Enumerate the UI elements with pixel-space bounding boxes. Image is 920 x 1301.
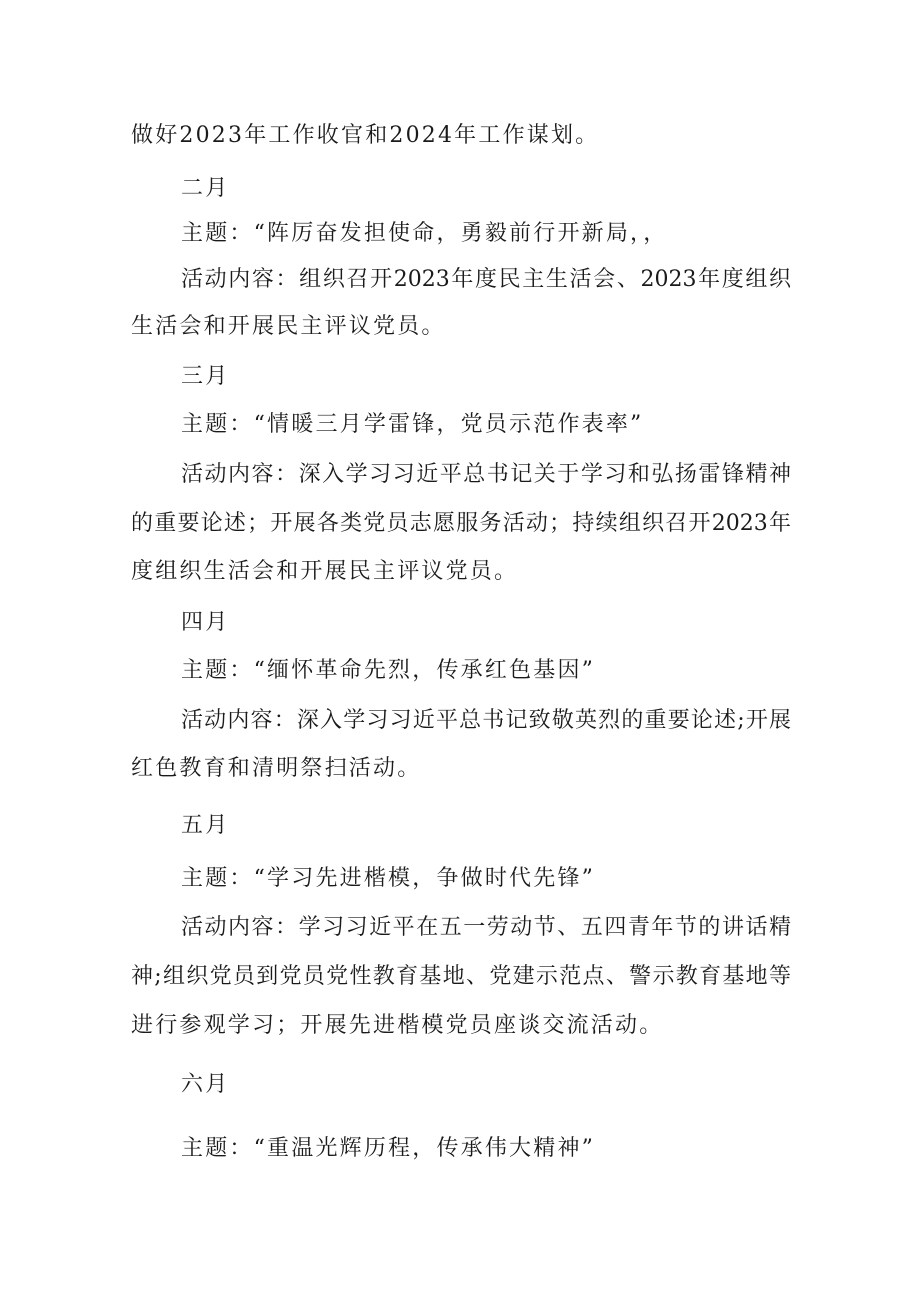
theme-april: 主题：“缅怀革命先烈，传承红色基因” [181,658,596,683]
activity-february-line1: 活动内容：组织召开2023年度民主生活会、2023年度组织 [181,267,791,292]
theme-february: 主题：“阵厉奋发担使命，勇毅前行开新局，， [181,221,668,246]
activity-may-line2: 神;组织党员到党员党性教育基地、党建示范点、警示教育基地等 [131,964,791,989]
activity-march-line2: 的重要论述；开展各类党员志愿服务活动；持续组织召开2023年 [131,511,791,536]
theme-march: 主题：“情暖三月学雷锋，党员示范作表率” [181,412,644,437]
activity-may-line3: 进行参观学习；开展先进楷模党员座谈交流活动。 [131,1013,664,1038]
month-heading-march: 三月 [181,364,230,389]
activity-march-line3: 度组织生活会和开展民主评议党员。 [131,559,519,584]
activity-april-line1: 活动内容：深入学习习近平总书记致敬英烈的重要论述;开展 [181,708,791,733]
month-heading-april: 四月 [181,610,230,635]
month-heading-february: 二月 [181,176,230,201]
month-heading-may: 五月 [181,813,230,838]
activity-february-line2: 生活会和开展民主评议党员。 [131,314,446,339]
activity-march-line1: 活动内容：深入学习习近平总书记关于学习和弘扬雷锋精神 [181,462,791,487]
paragraph-continuation: 做好2023年工作收官和2024年工作谋划。 [131,123,600,148]
theme-may: 主题：“学习先进楷模，争做时代先锋” [181,866,596,891]
month-heading-june: 六月 [181,1072,230,1097]
activity-may-line1: 活动内容：学习习近平在五一劳动节、五四青年节的讲话精 [181,915,791,940]
theme-june: 主题：“重温光辉历程，传承伟大精神” [181,1136,596,1161]
activity-april-line2: 红色教育和清明祭扫活动。 [131,756,422,781]
